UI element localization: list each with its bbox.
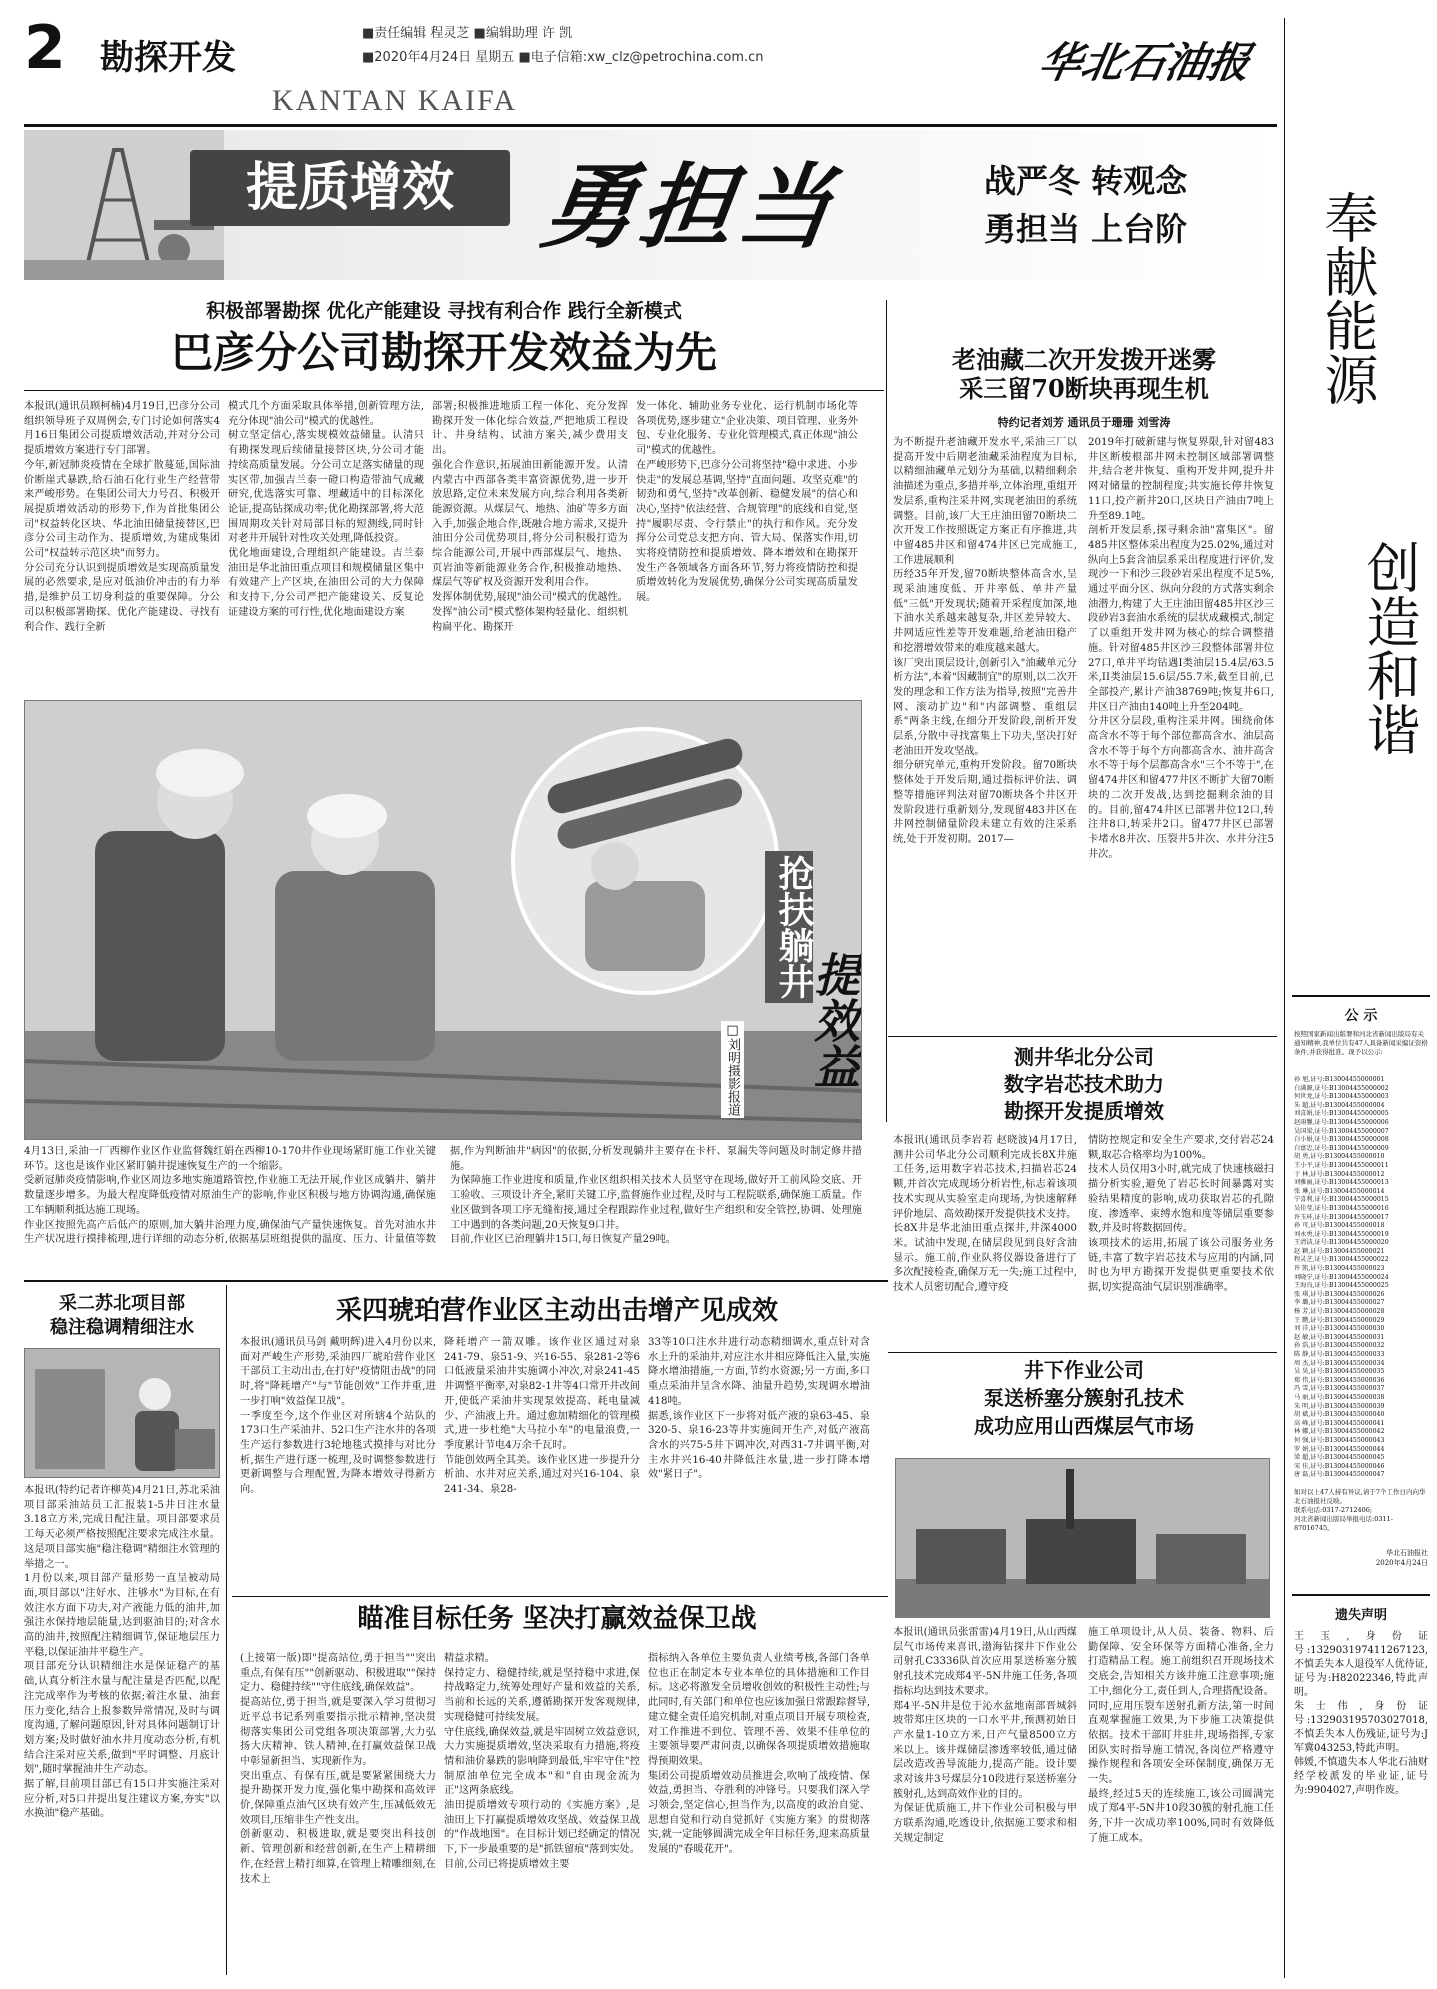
notice-end: 如对以上47人持有异议,请于7个工作日内向华北石油报社反映。 联系电话:0317-2712406; 河北省新闻出版局举报电话:0311-87016745。 <box>1294 1488 1426 1532</box>
lost-title: 遗失声明 <box>1334 1608 1387 1623</box>
lead-col-3: 部署;积极推进地质工程一体化、充分发挥勘探开发一体化综合效益,严把地质工程设计、井身结构、试油方案关,减少费用支出。 强化合作意识,拓展油田新能源开发。认清内蒙古中西部各类丰富资源优势,进一步开放思路,定位未来发展方向,综合利用各类新能源资源。从煤层气、地热、油矿等多方面入手,加强企地合作,既融合地方需求,又提升油田分公司优势项目,将分公司积极打造为综合能源公司,开展中西部煤层气、地热、页岩油等新能源业务合作,积极推动地热、煤层气等矿权及资源开发利用合作。 发挥体制优势,展现"油公司"模式的优越性。发挥"油公司"模式整体架构轻量化、组织机构扁平化、勘探开 <box>432 401 628 633</box>
story2-col-2: 2019年打破新建与恢复界限,针对留483井区断梭根部井网未控制区域部署调整井,结合老井恢复、重构开发井网,提升井网对储量的控制程度;共实施长停井恢复11口,投产新井20口,区块日产油由7吨上升至89.1吨。 剖析开发层系,探寻剩余油"富集区"。留485井区整体采出程度为25.02%,通过对纵向上5套含油层系采出程度进行评价,发现沙一下和沙三段砂岩采出程度不足5%,通过平面分区、纵向分段的方式落实剩余油潜力,构建了大王庄油田留485井区沙三段砂岩3套油水系统的层状成藏模式,制定了以重组开发井网为核心的综合调整措施。针对留485井区沙三段整体部署井位27口,单井平均钻遇I类油层15.4层/63.5米,II类油层15.6层/55.7米,截至目前,已全部投产,累计产油38769吨;恢复井6口,井区日产油由140吨上升至204吨。 分井区分层段,重构注采井网。围绕俞体高含水不等于每个部位都高含水、油层高含水不等于每个方向都高含水、油井高含水不等于每个层都高含水"三个不等于",在留474井区和留477井区不断扩大留70断块的二次开发战,达到挖掘剩余油的目的。目前,留474井区已部署井位12口,转注井8口,转采井2口。留477井区已部署卡堵水8井次、压裂井5井次、水井分注5井次。 <box>1088 437 1274 860</box>
notice-rule <box>1292 995 1430 997</box>
date-line: ■2020年4月24日 星期五 ■电子信箱:xw_clz@petrochina.com.cn <box>362 50 764 65</box>
story4-rule <box>888 1036 1277 1037</box>
photo-brush-text: 提效益 <box>807 951 861 1089</box>
sidebar-slogan-2: 创造和谐 <box>1358 540 1421 756</box>
story5-headline: 瞄准目标任务 坚决打赢效益保卫战 <box>357 1604 757 1634</box>
story2-headline: 老油藏二次开发拨开迷雾 采三留70断块再现生机 <box>952 345 1216 403</box>
story5-col-3: 指标纳入各单位主要负责人业绩考核,各部门各单位也正在制定本专业本单位的具体措施和工作目标。这必将激发全员增收创效的积极性主动性;与此同时,有关部门和单位也应该加强日常跟踪督导,建立健全责任追究机制,对重点项目开展专项检查,对工作推进不到位、管理不善、效果不佳单位的主要领导要严肃问责,以确保各项提质增效措施取得预期效果。 集团公司提质增效动员推进会,吹响了战疫情、保效益,勇担当、夺胜利的冲锋号。只要我们深入学习领会,坚定信心,担当作为,以高度的政治自觉、思想自觉和行动自觉抓好《实施方案》的贯彻落实,就一定能够圆满完成全年目标任务,迎来高质量发展的"春暖花开"。 <box>648 1653 870 1856</box>
lead-rule <box>24 390 884 391</box>
photo-caption: 4月13日,采油一厂西柳作业区作业监督魏红娟在西柳10-170井作业现场紧盯施工作业关键环节。这也是该作业区紧盯躺井提速恢复生产的一个缩影。 受新冠肺炎疫情影响,作业区周边多地实施道路管控,作业施工无法开展,作业区成躺井、躺井数量逐步增多。为最大程度降低疫情对原油生产的影响,作业区积极与地方协调沟通,确保施工车辆顺利抵达施工现场。 作业区按照先高产后低产的原则,加大躺井治理力度,确保油气产量快速恢复。首先对油水井生产状况进行摸排梳理,进行详细的动态分析,依据基层班组提供的温度、压力、计量值等数据,作为判断油井"病因"的依据,分析发现躺井主要存在卡杆、泵漏失等问题及时制定修井措施。 为保障施工作业进度和质量,作业区组织相关技术人员坚守在现场,做好开工前风险交底、开工验收、三项设计齐全,紧盯关键工序,监督施作业过程,及时与工程院联系,确保施工质量。作业区做到各项工序无缝衔接,通过全程跟踪作业过程,做好生产组织和安全管控,协调、处理施工中遇到的各类问题,20天恢复9口井。 目前,作业区已治理躺井15口,每日恢复产量29吨。 <box>24 1146 862 1246</box>
photo-credit: □刘明摄影报道 <box>721 1021 744 1118</box>
story3-col-3: 33等10口注水井进行动态精细调水,重点针对含水上升的采油井,对应注水井相应降低注入量,实施降水增油措施,一方面,节约水资源;另一方面,多口重点采油井呈含水降、油量升趋势,实现调水增油418吨。 据悉,该作业区下一步将对低产液的泉63-45、泉320-5、泉16-23等井实施间开生产,对低产液高含水的兴75-5井下调冲次,对西31-7井调平衡,对主水井兴16-40井降低注水量,进一步打降本增效"紧日子"。 <box>648 1337 870 1481</box>
editor-line: ■责任编辑 程灵芝 ■编辑助理 许 凯 <box>362 26 573 41</box>
story2-byline: 特约记者刘芳 通讯员于珊珊 刘雪涛 <box>997 416 1171 429</box>
side-headline: 采二苏北项目部 稳注稳调精细注水 <box>50 1293 194 1338</box>
notice-sign: 华北石油报社 2020年4月24日 <box>1375 1549 1428 1567</box>
side-photo-drawing <box>25 1349 220 1478</box>
story3-headline: 采四琥珀营作业区主动出击增产见成效 <box>335 1296 778 1326</box>
section-pinyin: KANTAN KAIFA <box>272 84 518 117</box>
banner-slogan-2: 勇担当 上台阶 <box>984 210 1188 248</box>
page-number: 2 <box>24 13 66 83</box>
banner <box>24 130 1277 280</box>
section-title: 勘探开发 <box>100 38 236 78</box>
lead-col-4: 发一体化、辅助业务专业化、运行机制市场化等各项优势,逐步建立"企业决策、项目管理、业务外包、专业化服务、专业化管理模式,真正体现"油公司"模式的优越性。 在严峻形势下,巴彦分公司将坚持"稳中求进、小步快走"的发展总基调,坚持"直面问题、攻坚克难"的韧劲和勇气,坚持"改革创新、稳健发展"的信心和决心,坚持"依法经营、合规管理"的底线和自觉,坚持"履职尽责、令行禁止"的执行和作风。充分发挥分公司党总支把方向、管大局、保落实作用,切实将疫情防控和提质增效、降本增效和在勘探开发生产各领域各方面各环节,努力将疫情防控和提质增效转化为发展优势,确保分公司实现高质量发展。 <box>636 401 858 604</box>
sidebar-divider <box>1284 18 1285 1978</box>
lead-col-2: 模式几个方面采取具体举措,创新管理方法,充分体现"油公司"模式的优越性。 树立坚定信心,落实规模效益储量。认清只有勘探发现后续储量接替区块,分公司才能持续高质量发展。分公司立足落实储量的现实区带,加强吉兰泰一磴口构造带油气成藏研究,优选落实可靠、埋藏适中的目标深化论证,提高钻探成功率;优化勘探部署,将大范围周期攻关针对局部目标的短测线,同时针对老井开展针对性攻关处理,降低投资。 优化地面建设,合理组织产能建设。吉兰泰油田是华北油田重点项目和规模储量区集中有效建产上产区块,在油田公司的大力保障和支持下,分公司严把产能建设关、反复论证建设方案的可行性,优化地面建设方案 <box>228 401 424 618</box>
story4-col-1: 本报讯(通讯员李岩若 赵晓波)4月17日,测井公司华北分公司顺利完成长8X井施工任务,运用数字岩芯技术,扫描岩芯24颗,并首次完成现场分析岩性,标志着该项技术实现从实验室走向现场,为快速解释评价地层、高效勘探开发提供技术支持。 长8X井是华北油田重点探井,井深4000米。试油中发现,在储层段见到良好含油显示。施工前,作业队将仪器设备进行了多次配接检查,确保万无一失;施工过程中,技术人员密切配合,遵守疫 <box>893 1135 1077 1294</box>
story6-photo <box>895 1458 1270 1618</box>
story5-rule <box>232 1596 888 1597</box>
story6-col-2: 施工单项设计,从人员、装备、物料、后勤保障、安全环保等方面精心准备,全力打造精品工程。施工前组织召开现场技术交底会,告知相关方该井施工注意事项;施工中,细化分工,责任到人,合理搭配设备。同时,应用压裂车送射孔新方法,第一时间直观掌握施工效果,为下步施工决策提供依据。技术干部盯井驻井,现场指挥,专家团队实时指导施工情况,各岗位严格遵守操作规程和各项安全环保制度,确保万无一失。 最终,经过5天的连续施工,该公司圆满完成了郑4平-5N井10段30簇的射孔施工任务,下井一次成功率100%,同时有效降低了施工成本。 <box>1088 1627 1274 1844</box>
banner-brush-text: 勇担当 <box>535 153 845 261</box>
story6-headline: 井下作业公司 泵送桥塞分簇射孔技术 成功应用山西煤层气市场 <box>974 1358 1194 1438</box>
sidebar-slogan-1: 奉献能源 <box>1316 190 1379 406</box>
story6-rule <box>888 1352 1277 1353</box>
lost-text: 王玉,身份证号:132903197411267123,不慎丢失本人退役军人优待证,证号为:H82022346,特此声明。 朱士伟,身份证号:132903195703027018,不慎丢失本人伤残证,证号为:J军冀043253,特此声明。 韩媛,不慎遗失本人华北石油财经学校派发的毕业证,证号为:9904027,声明作废。 <box>1294 1631 1428 1796</box>
story5-col-1: (上接第一版)即"提高站位,勇于担当""突出重点,有保有压""创新驱动、积极进取""保持定力、稳健持续""守住底线,确保效益"。 提高站位,勇于担当,就是要深入学习贯彻习近平总书记系列重要指示批示精神,坚决贯彻落实集团公司党组各项决策部署,大力弘扬大庆精神、铁人精神,在打赢效益保卫战中彰显新担当、实现新作为。 突出重点、有保有压,就是要紧紧围绕大力提升勘探开发力度,强化集中勘探和高效评价,保障重点油气区块有效产生,压减低效无效项目,压缩非生产性支出。 创新驱动、积极进取,就是要突出科技创新、管理创新和经营创新,在生产上精耕细作,在经营上精打细算,在管理上精雕细刻,在技术上 <box>240 1653 436 1885</box>
story6-col-1: 本报讯(通讯员张雷雷)4月19日,从山西煤层气市场传来喜讯,渤海钻探井下作业公司射孔C3336队首次应用泵送桥塞分簇射孔技术完成郑4平-5N井施工任务,各项指标均达到技术要求。 郑4平-5N井是位于沁水盆地南部晋城斜坡带郑庄区块的一口水平井,预测初始日产水量1-10立方米,日产气量8500立方米以上。该井煤储层渗透率较低,通过储层改造改善导流能力,提高产能。设计要求对该井3号煤层分10段进行泵送桥塞分簇射孔,达到高效作业的目的。 为保证优质施工,井下作业公司积极与甲方联系沟通,吃透设计,依据施工要求和相关规定制定 <box>893 1627 1077 1844</box>
banner-title: 提质增效 <box>190 150 510 226</box>
story2-col-1: 为不断提升老油藏开发水平,采油三厂以提高开发中后期老油藏采油程度为目标,以精细油藏单元划分为基础,以精细剩余油描述为重点,多措并举,立体治理,重组开发层系,重构注采井网,实现老油田的系统调整。目前,该厂大王庄油田留70断块二次开发工作按照既定方案正有序推进,共中留485井区和留474井区已完成施工,工作进展顺利 历经35年开发,留70断块整体高含水,呈现采油速度低、开井率低、单井产量低"三低"开发现状;随着开采程度加深,地下油水关系越来越复杂,井区差异较大、井网适应性差等开发难题,给老油田稳产和挖潜增效带来的难度越来越大。 该厂突出顶层设计,创新引入"油藏单元分析方法",本着"因藏制宜"的原则,以二次开发的理念和工作方法为指导,按照"完善井网、滚动扩边"和"内部调整、重组层系"两条主线,在细分开发阶段,剖析开发层系,分散中寻找富集上下功夫,坚决打好老油田开发攻坚战。 细分研究单元,重构开发阶段。留70断块整体处于开发后期,通过指标评价法、调整等措施评判法对留70断块各个井区开发阶段进行重新划分,发现留483井区在井网控制储量阶段未建立有效的注采系统,处于开发初期。2017— <box>893 437 1077 845</box>
workers-photo <box>24 700 862 1140</box>
mid-rule <box>24 1280 888 1282</box>
story4-headline: 测井华北分公司 数字岩芯技术助力 勘探开发提质增效 <box>1004 1045 1164 1123</box>
notice-names: 孙 旭,证号:B13004455000001 白满源,证号:B13004455000002 何世龙,证号:B13004455000003 朱 超,证号:B13004455000004 刘喜娟,证号:B13004455000005 赵雨馨,证号:B13004455000006 吴国梁,证号:B13004455000007 白小娟,证号:B13004455000008 白富忠,证号:B13004455000009 胡 勇,证号:B13004455000010 王小平,证号:B13004455000011 于 林,证号:B13004455000012 刘雅丽,证号:B13004455000013 张 琳,证号:B13004455000014 宁喜利,证号:B13004455000015 吴佳莹,证号:B13004455000016 许玉环,证号:B13004455000017 孙 可,证号:B13004455000018 刘永勇,证号:B13004455000019 王清洁,证号:B13004455000020 赵 颖,证号:B13004455000021 程灵芝,证号:B13004455000022 许 凯,证号:B13004455000023 刘晓宁,证号:B13004455000024 王海良,证号:B13004455000025 张 琪,证号:B13004455000026 李 璐,证号:B13004455000027 杨 芳,证号:B13004455000028 王 鹏,证号:B13004455000029 刘 洋,证号:B13004455000030 赵 敏,证号:B13004455000031 孙 浩,证号:B13004455000032 陈 静,证号:B13004455000033 周 杰,证号:B13004455000034 吴 昊,证号:B13004455000035 郑 伟,证号:B13004455000036 冯 雪,证号:B13004455000037 马 丽,证号:B13004455000038 朱 明,证号:B13004455000039 胡 斌,证号:B13004455000040 高 峰,证号:B13004455000041 林 娜,证号:B13004455000042 何 强,证号:B13004455000043 罗 娟,证号:B13004455000044 梁 超,证号:B13004455000045 宋 佳,证号:B13004455000046 唐 磊,证号:B13004455000047 <box>1294 1076 1389 1479</box>
story4-col-2: 情防控规定和安全生产要求,交付岩芯24颗,取芯合格率均为100%。 技术人员仅用3小时,就完成了快速核磁扫描分析实验,避免了岩芯长时间暴露对实验结果精度的影响,成功获取岩芯的孔隙度、渗透率、束缚水饱和度等储层重要参数,并及时将数据回传。 该项技术的运用,拓展了该公司服务业务链,丰富了数字岩芯技术与应用的内涵,同时也为甲方勘探开发提供更重要技术依据,切实提高油气层识别准确率。 <box>1088 1135 1274 1294</box>
notice-text: 按照国家新闻出版署和河北省新闻出版局有关通知精神,我单位共有47人具备新闻采编证资格条件,并获得批准。现予以公示: <box>1294 1030 1428 1056</box>
side-story-body: 本报讯(特约记者许柳英)4月21日,苏北采油项目部采油站员工汇报装1-5井日注水量3.18立方米,完成日配注量。项目部要求员工每天必须严格按照配注要求完成注水量。这是项目部实施"稳注稳调"精细注水管理的举措之一。 1月份以来,项目部产量形势一直呈被动局面,项目部以"注好水、注够水"为目标,在有效注水方面下功夫,对产液能力低的油井,加强注水保持地层能量,达到驱油目的;对含水高的油井,按照配注精细调节,保证地层压力平稳,以保证油井平稳生产。 项目部充分认识精细注水是保证稳产的基础,认真分析注水量与配注量是否匹配,以配注完成率作为考核的依据;着注水量、油套压力变化,结合上报参数异常情况,及时与调度沟通,了解问题原因,针对具体问题制订计划方案;及时做好油水井月度动态分析,有机结合注采对应关系,做到"平时调整、月底计划",随时掌握油井生产动态。 据了解,目前项目部已有15口井实施注采对应分析,对5口井提出复注建议方案,夯实"以水换油"稳产基础。 <box>24 1485 220 1820</box>
lead-kicker: 积极部署勘探 优化产能建设 寻找有利合作 践行全新模式 <box>206 300 682 322</box>
header-rule <box>24 124 1277 127</box>
masthead-logo: 华北石油报 <box>1035 38 1254 87</box>
lost-rule <box>1292 1594 1430 1596</box>
lead-col-1: 本报讯(通讯员顾柯楠)4月19日,巴彦分公司组织领导班子双周例会,专门讨论如何落实4月16日集团公司提质增效活动,并对分公司提质增效方案进行专门部署。 今年,新冠肺炎疫情在全球扩散蔓延,国际油价断崖式暴跌,给石油石化行业生产经营带来严峻形势。在集团公司大力号召、积极开展提质增效活动的形势下,作为首批集团公司"权益转化区块、华北油田储量接替区,巴彦分公司主动作为、提质增效,为建成集团公司"权益转示范区块"而努力。 分公司充分认识到提质增效是实现高质量发展的必然要求,是应对低油价冲击的有力举措,是维护员工切身利益的重要保障。分公司以积极部署勘探、优化产能建设、寻找有利合作、践行全新 <box>24 401 220 633</box>
lead-headline: 巴彦分公司勘探开发效益为先 <box>170 328 717 377</box>
notice-title: 公 示 <box>1344 1008 1378 1024</box>
story3-col-2: 降耗增产一箭双雕。该作业区通过对泉241-79、泉51-9、兴16-55、泉281-2等6口低液量采油井实施调小冲次,对泉241-45井调整平衡率,对泉82-1井等4口常开井改间开,使低产采油井实现泵效提高、耗电量减少、产油液上升。通过愈加精细化的管理模式,进一步杜绝"大马拉小车"的电量浪费,一季度累计节电4万余千瓦时。 节能创效两全其美。该作业区进一步提升分析油、水井对应关系,通过对兴16-104、泉241-34、泉28- <box>444 1337 640 1496</box>
story6-photo-drawing <box>896 1459 1270 1618</box>
story2-divider <box>886 300 887 1122</box>
side-divider <box>226 1285 227 1975</box>
story5-col-2: 精益求精。 保持定力、稳健持续,就是坚持稳中求进,保持战略定力,统筹处理好产量和效益的关系,当前和长远的关系,遵循勘探开发客观规律,实现稳健可持续发展。 守住底线,确保效益,就是牢固树立效益意识,大力实施提质增效,坚决采取有力措施,将疫情和油价暴跌的影响降到最低,牢牢守住"控制原油单位完全成本"和"自由现金流为正"这两条底线。 油田提质增效专项行动的《实施方案》,是油田上下打赢提质增效攻坚战、效益保卫战的"作战地图"。在目标计划已经确定的情况下,下一步最重要的是"抓铁留痕"落到实处。 目前,公司已将提质增效主要 <box>444 1653 640 1870</box>
banner-slogan-1: 战严冬 转观念 <box>984 162 1188 200</box>
photo-title-box: 抢扶躺井 <box>765 851 813 1003</box>
story3-col-1: 本报讯(通讯员马剑 戴明辉)进入4月份以来,面对严峻生产形势,采油四厂琥珀营作业区干部员工主动出击,在打好"疫情阻击战"的同时,将"降耗增产"与"节能创效"工作并重,进一步打响"效益保卫战"。 一季度至今,这个作业区对所辖4个站队的173口生产采油井、52口生产注水井的各项生产运行参数进行3轮地毯式摸排与对比分析,据生产进行逐一梳理,及时调整参数进行更新调整与合理配置,为降本增效寻得新方向。 <box>240 1337 436 1496</box>
side-photo <box>24 1348 220 1478</box>
